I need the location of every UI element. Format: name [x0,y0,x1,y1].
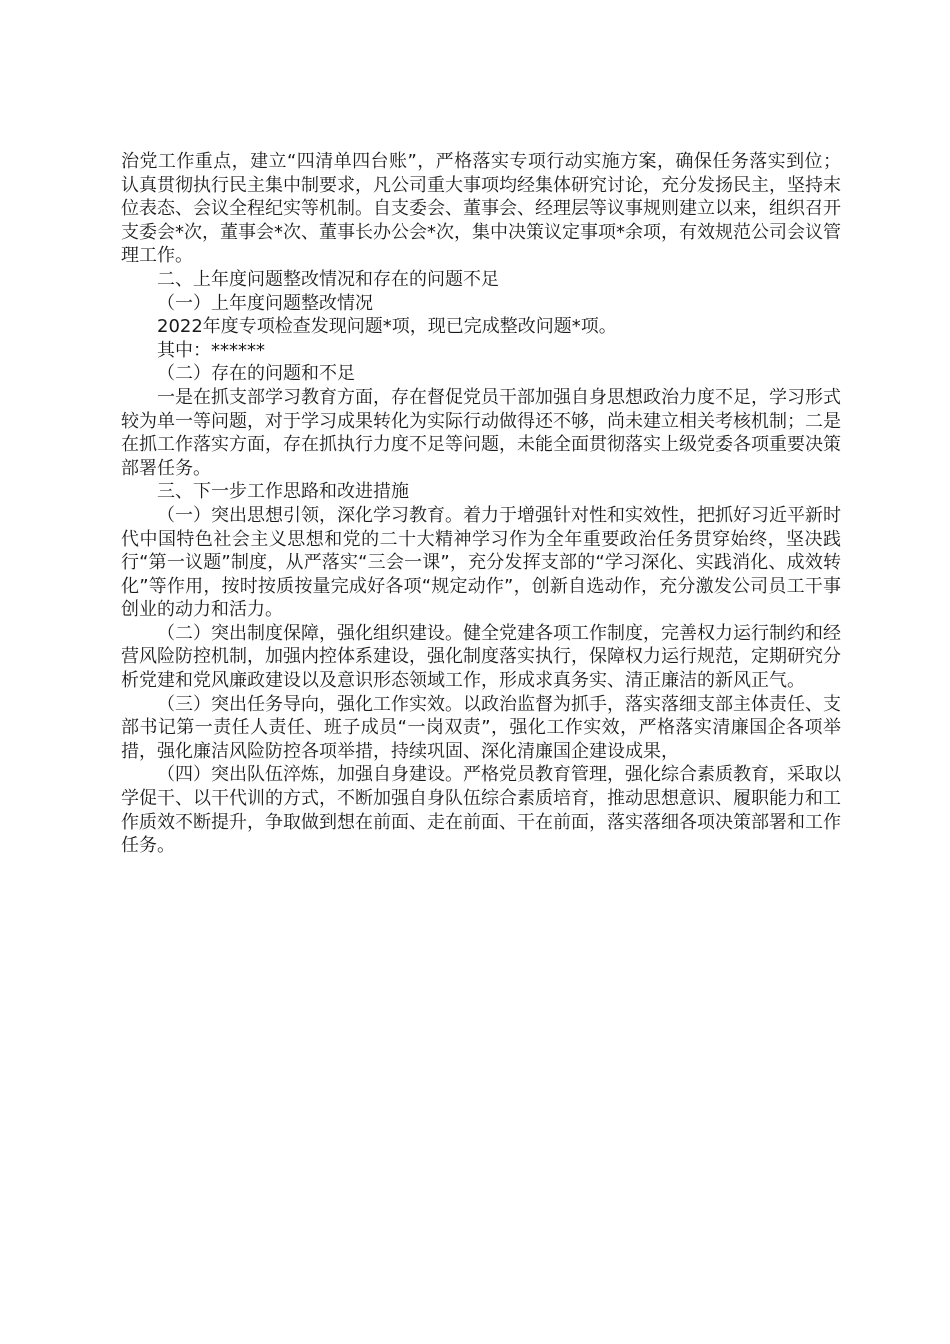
paragraph-problems: 一是在抓支部学习教育方面，存在督促党员干部加强自身思想政治力度不足，学习形式较为单一等问题，对于学习成果转化为实际行动做得还不够，尚未建立相关考核机制；二是在抓工作落实方面，存在抓执行力度不足等问题，未能全面贯彻落实上级党委各项重要决策部署任务。 [121,386,841,479]
subsection-heading-2-1: （一）上年度问题整改情况 [157,292,373,314]
paragraph-measure-2: （二）突出制度保障，强化组织建设。健全党建各项工作制度，完善权力运行制约和经营风险防控机制，加强内控体系建设，强化制度落实执行，保障权力运行规范，定期研究分析党建和党风廉政建设以及意识形态领域工作，形成求真务实、清正廉洁的新风正气。 [121,622,841,692]
section-heading-2: 二、上年度问题整改情况和存在的问题不足 [157,268,499,290]
paragraph-measure-1: （一）突出思想引领，深化学习教育。着力于增强针对性和实效性，把抓好习近平新时代中国特色社会主义思想和党的二十大精神学习作为全年重要政治任务贯穿始终，坚决践行“第一议题”制度，从严落实“三会一课”，充分发挥支部的“学习深化、实践消化、成效转化”等作用，按时按质按量完成好各项“规定动作”，创新自选动作，充分激发公司员工干事创业的动力和活力。 [121,504,841,621]
paragraph-rectification-count: 2022年度专项检查发现问题*项，现已完成整改问题*项。 [157,316,617,338]
paragraph-measure-3: （三）突出任务导向，强化工作实效。以政治监督为抓手，落实落细支部主体责任、支部书记第一责任人责任、班子成员“一岗双责”，强化工作实效，严格落实清廉国企各项举措，强化廉洁风险防控各项举措，持续巩固、深化清廉国企建设成果， [121,693,841,762]
paragraph-among-them: 其中：****** [157,339,265,361]
paragraph-measure-4: （四）突出队伍淬炼，加强自身建设。严格党员教育管理，强化综合素质教育，采取以学促干、以干代训的方式，不断加强自身队伍综合素质培育，推动思想意识、履职能力和工作质效不断提升，争取做到想在前面、走在前面、干在前面，落实落细各项决策部署和工作任务。 [121,764,841,857]
section-heading-3: 三、下一步工作思路和改进措施 [157,481,409,503]
document-body [121,150,841,858]
subsection-heading-2-2: （二）存在的问题和不足 [157,363,355,385]
paragraph-continuation: 治党工作重点，建立“四清单四台账”，严格落实专项行动实施方案，确保任务落实到位；认真贯彻执行民主集中制要求，凡公司重大事项均经集体研究讨论，充分发扬民主，坚持末位表态、会议全程纪实等机制。自支委会、董事会、经理层等议事规则建立以来，组织召开支委会*次，董事会*次、董事长办公会*次，集中决策议定事项*余项，有效规范公司会议管理工作。 [121,151,841,267]
